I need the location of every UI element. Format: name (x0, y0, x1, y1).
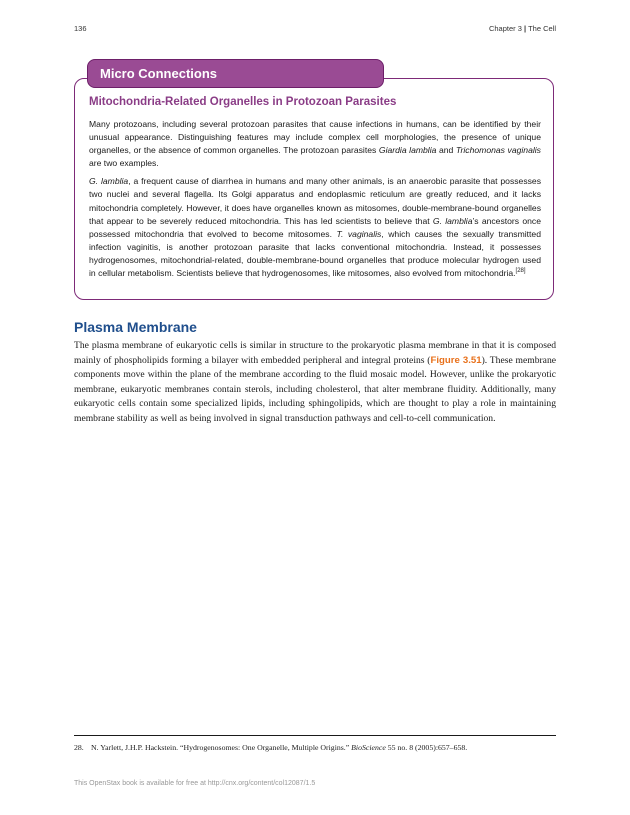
footnote-reference-link[interactable]: [28] (515, 268, 526, 275)
chapter-label: Chapter 3 (488, 24, 522, 33)
section-body (74, 339, 556, 427)
section-title: Plasma Membrane (74, 319, 197, 335)
text-run: are two examples. (89, 158, 159, 169)
text-run: ’s ancestors once possessed mitochondria that evolved to become mitosomes. (89, 215, 541, 239)
feature-box-title: Mitochondria-Related Organelles in Protozoan Parasites (89, 96, 397, 108)
feature-paragraph-2 (89, 175, 541, 280)
journal-name: BioScience (351, 743, 386, 752)
feature-paragraph-1 (89, 118, 541, 170)
text-run: , which causes the sexually transmitted infection vaginitis, is another protozoan parasite that lacks conventional mitochondria. Instead, it possesses hydrogenosomes, mitochondrial-related, double-membrane-bound organelles that produce molecular hydrogen used in cellular metabolism. Scientists believe that hydrogenosomes, like mitosomes, also evolved from mitochondria. (89, 228, 541, 279)
page-number: 136 (74, 24, 87, 33)
page-footer: This OpenStax book is available for free at http://cnx.org/content/col12087/1.5 (74, 780, 316, 787)
text-run: Many protozoans, including several protozoan parasites that cause infections in humans, can be identified by their unusual appearance. Distinguishing features may include complex cell morphologies, the presence of unique organelles, or the absence of common organelles. The protozoan parasites (89, 119, 541, 156)
feature-box-content (89, 95, 541, 285)
species-name: G. lamblia (432, 215, 473, 226)
species-name: Trichomonas vaginalis (455, 145, 541, 156)
footnote-text: 55 no. 8 (2005):657–658. (385, 743, 468, 752)
running-head (489, 24, 556, 33)
feature-box-tab: Micro Connections (87, 59, 384, 88)
footnote-text: N. Yarlett, J.H.P. Hackstein. “Hydrogenosomes: One Organelle, Multiple Origins.” (91, 743, 352, 752)
species-name: G. lamblia (89, 176, 129, 187)
figure-link[interactable]: Figure 3.51 (430, 354, 482, 366)
header-separator: | (524, 24, 527, 33)
text-run: The plasma membrane of eukaryotic cells is similar in structure to the prokaryotic plasma membrane in that it is composed mainly of phospholipids forming a bilayer with embedded peripheral and integral proteins ( (74, 340, 556, 366)
text-run: , a frequent cause of diarrhea in humans and many other animals, is an anaerobic parasite that possesses two nuclei and several flagella. Its Golgi apparatus and endoplasmic reticulum are greatly reduced, and it lacks mitochondria completely. However, it does have organelles known as mitosomes, double-membrane-bound organelles that appear to be severely reduced mitochondria. This has led scientists to believe that (89, 176, 541, 226)
text-run: and (436, 145, 456, 156)
text-run: ). These membrane components move within the plane of the membrane according to the fluid mosaic model. However, unlike the prokaryotic membrane, eukaryotic membranes contain sterols, including cholesterol, that alter membrane fluidity. Additionally, many eukaryotic cells contain some specialized lipids, including sphingolipids, which are thought to play a role in maintaining membrane stability as well as being involved in signal transduction pathways and cell-to-cell communication. (74, 354, 556, 424)
chapter-title: The Cell (528, 24, 556, 33)
species-name: Giardia lamblia (378, 145, 437, 156)
footnote-divider (74, 735, 556, 736)
footnote-number: 28. (74, 743, 84, 752)
footnote (74, 743, 556, 752)
species-name: T. vaginalis (336, 228, 382, 239)
